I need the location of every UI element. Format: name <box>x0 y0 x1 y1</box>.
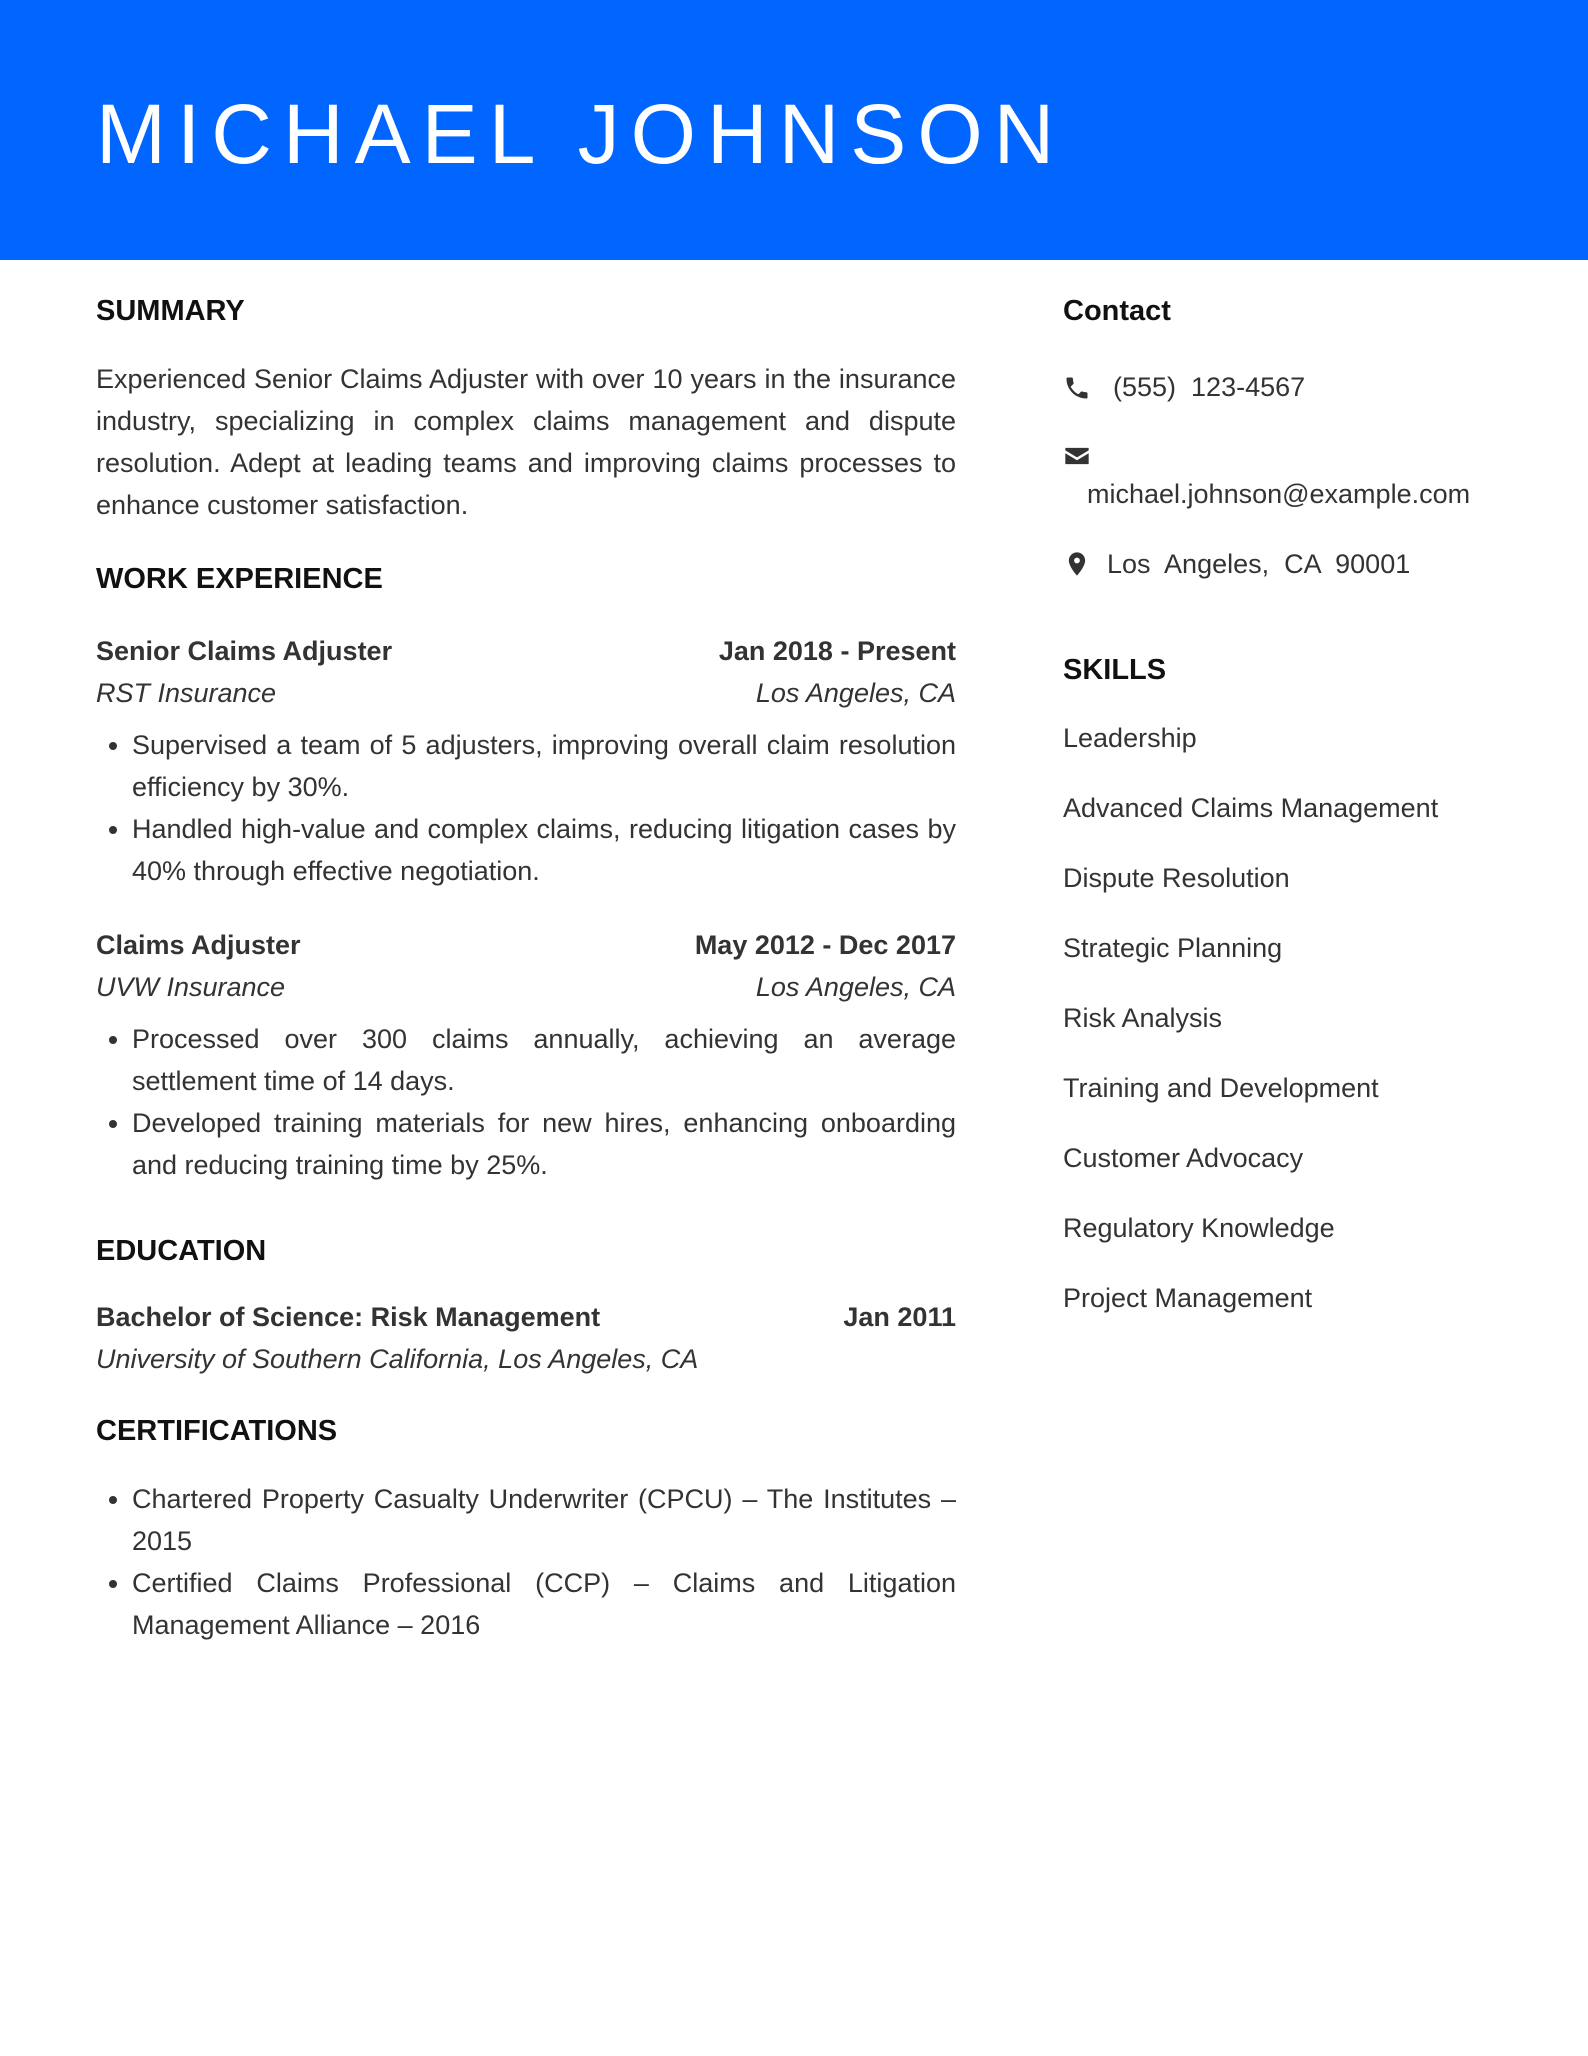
phone-number: (555) 123-4567 <box>1113 372 1306 402</box>
job-bullets <box>96 724 956 892</box>
header-banner <box>0 0 1588 260</box>
skills-heading: SKILLS <box>1063 654 1167 686</box>
candidate-name: MICHAEL JOHNSON <box>96 87 1066 181</box>
phone-icon <box>1063 372 1093 402</box>
list-item: • Certified Claims Professional (CCP) – Claims and Litigation Management Alliance – 2016 <box>132 1562 956 1646</box>
job-dates: May 2012 - Dec 2017 <box>694 930 956 960</box>
list-item: • Handled high-value and complex claims, reducing litigation cases by 40% through effective negotiation. <box>132 808 956 892</box>
list-item: Regulatory Knowledge <box>1063 1213 1335 1243</box>
job-dates: Jan 2018 - Present <box>718 636 956 666</box>
list-item: Strategic Planning <box>1063 933 1283 963</box>
list-item: • Processed over 300 claims annually, achieving an average settlement time of 14 days. <box>132 1018 956 1102</box>
skills-list <box>1063 717 1533 1319</box>
job-entry <box>96 630 956 892</box>
graduation-date: Jan 2011 <box>843 1302 956 1332</box>
certifications-list <box>96 1478 956 1646</box>
school: University of Southern California, Los Angeles, CA <box>96 1344 699 1374</box>
contact-phone <box>1063 366 1533 408</box>
list-item: Dispute Resolution <box>1063 863 1290 893</box>
contact-email <box>1063 436 1533 515</box>
summary-text: Experienced Senior Claims Adjuster with over 10 years in the insurance industry, specializing in complex claims management and dispute resolution. Adept at leading teams and improving claims processes to enhance customer satisfaction. <box>96 364 956 520</box>
job-title: Senior Claims Adjuster <box>96 636 393 666</box>
degree: Bachelor of Science: Risk Management <box>96 1302 601 1332</box>
job-company: UVW Insurance <box>96 972 286 1002</box>
list-item: Customer Advocacy <box>1063 1143 1304 1173</box>
list-item: Leadership <box>1063 723 1197 753</box>
main-column <box>96 290 956 1646</box>
job-entry <box>96 924 956 1186</box>
email-address: michael.johnson@example.com <box>1087 479 1471 509</box>
list-item: • Developed training materials for new hires, enhancing onboarding and reducing training time by 25%. <box>132 1102 956 1186</box>
job-location: Los Angeles, CA <box>755 972 956 1002</box>
list-item: Project Management <box>1063 1283 1313 1313</box>
list-item: Risk Analysis <box>1063 1003 1223 1033</box>
job-location: Los Angeles, CA <box>755 678 956 708</box>
location-text: Los Angeles, CA 90001 <box>1107 549 1411 579</box>
education-heading: EDUCATION <box>96 1235 267 1267</box>
job-company: RST Insurance <box>96 678 277 708</box>
summary-heading: SUMMARY <box>96 295 245 327</box>
list-item: • Chartered Property Casualty Underwriter (CPCU) – The Institutes – 2015 <box>132 1478 956 1562</box>
list-item: • Supervised a team of 5 adjusters, improving overall claim resolution efficiency by 30%. <box>132 724 956 808</box>
job-bullets <box>96 1018 956 1186</box>
work-experience-heading: WORK EXPERIENCE <box>96 563 383 595</box>
certifications-heading: CERTIFICATIONS <box>96 1415 338 1447</box>
list-item: Training and Development <box>1063 1073 1379 1103</box>
education-entry <box>96 1296 956 1380</box>
map-pin-icon <box>1063 549 1093 579</box>
list-item: Advanced Claims Management <box>1063 793 1439 823</box>
envelope-icon <box>1063 442 1093 472</box>
contact-heading: Contact <box>1063 295 1171 327</box>
sidebar-column <box>1063 290 1533 1347</box>
contact-location <box>1063 543 1533 585</box>
job-title: Claims Adjuster <box>96 930 301 960</box>
